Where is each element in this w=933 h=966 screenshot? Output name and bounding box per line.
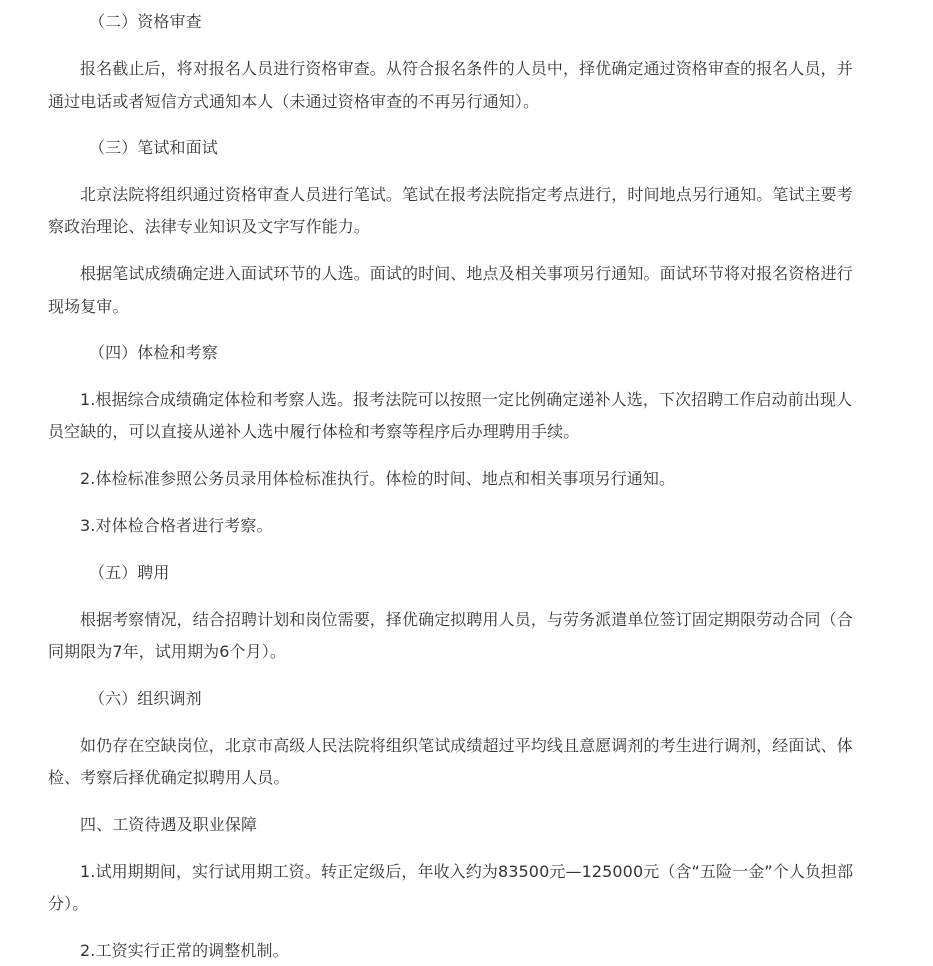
paragraph-line: 如仍存在空缺岗位，北京市高级人民法院将组织笔试成绩超过平均线且意愿调剂的考生进行调剂，经面试、体: [80, 736, 853, 755]
list-item-line: 2.工资实行正常的调整机制。: [80, 941, 289, 960]
paragraph-line: 北京法院将组织通过资格审查人员进行笔试。笔试在报考法院指定考点进行，时间地点另行通知。笔试主要考: [80, 185, 853, 204]
paragraph-line: 察政治理论、法律专业知识及文字写作能力。: [48, 217, 371, 236]
section-heading-medical-examination: （四）体检和考察: [89, 343, 218, 362]
paragraph-line: 通过电话或者短信方式通知本人（未通过资格审查的不再另行通知）。: [48, 92, 540, 111]
list-item-line: 3.对体检合格者进行考察。: [80, 516, 273, 535]
paragraph-line: 检、考察后择优确定拟聘用人员。: [48, 768, 290, 787]
section-heading-salary-benefits: 四、工资待遇及职业保障: [80, 815, 258, 834]
paragraph-line: 根据考察情况，结合招聘计划和岗位需要，择优确定拟聘用人员，与劳务派遣单位签订固定期限劳动合同（合: [80, 610, 853, 629]
list-item-line: 2.体检标准参照公务员录用体检标准执行。体检的时间、地点和相关事项另行通知。: [80, 469, 676, 488]
section-heading-hiring: （五）聘用: [89, 563, 170, 582]
paragraph-line: 同期限为7年，试用期为6个月）。: [48, 642, 286, 661]
list-item-line: 分）。: [48, 894, 89, 913]
section-heading-written-exam-interview: （三）笔试和面试: [89, 138, 218, 157]
paragraph-line: 报名截止后，将对报名人员进行资格审查。从符合报名条件的人员中，择优确定通过资格审查的报名人员，并: [80, 59, 853, 78]
section-heading-qualification-review: （二）资格审查: [89, 12, 202, 31]
list-item-line: 1.试用期期间，实行试用期工资。转正定级后，年收入约为83500元—125000元（含“五险一金”个人负担部: [80, 862, 854, 881]
list-item-line: 1.根据综合成绩确定体检和考察人选。报考法院可以按照一定比例确定递补人选，下次招聘工作启动前出现人: [80, 390, 853, 409]
paragraph-line: 根据笔试成绩确定进入面试环节的人选。面试的时间、地点及相关事项另行通知。面试环节将对报名资格进行: [80, 264, 853, 283]
paragraph-line: 现场复审。: [48, 297, 129, 316]
section-heading-adjustment: （六）组织调剂: [89, 689, 202, 708]
list-item-line: 员空缺的，可以直接从递补人选中履行体检和考察等程序后办理聘用手续。: [48, 422, 580, 441]
